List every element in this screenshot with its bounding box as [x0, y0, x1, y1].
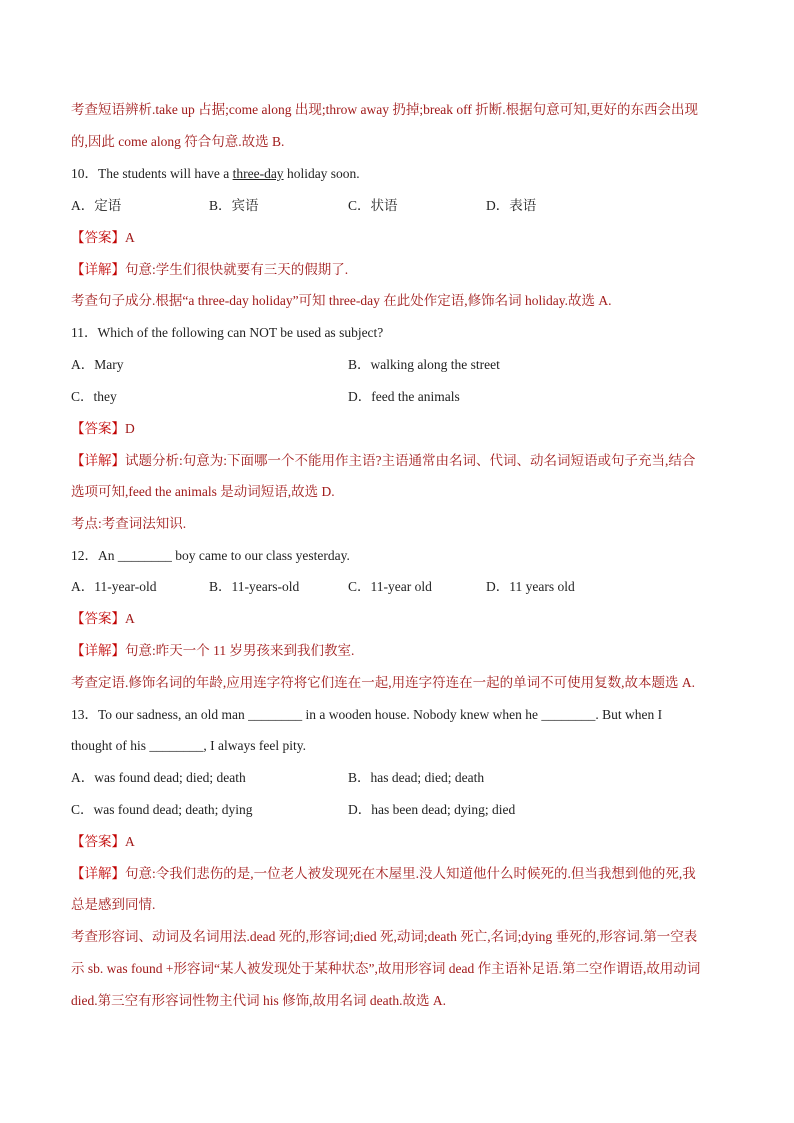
detail-tag: 【详解】 — [71, 262, 125, 277]
q13-option-c: C．was found dead; death; dying — [71, 802, 253, 817]
q10-analysis: 考查句子成分.根据“a three-day holiday”可知 three-day 在此处作定语,修饰名词 holiday.故选 A. — [71, 293, 612, 308]
q12-option-c: C．11-year old — [348, 579, 432, 594]
q10-answer — [71, 228, 726, 248]
stem-text: To our sadness, an old man ________ in a wooden house. Nobody knew when he ________. But when I — [98, 707, 663, 722]
q13-analysis-line-2: 示 sb. was found +形容词“某人被发现处于某种状态”,故用形容词 dead 作主语补足语.第二空作谓语,故用动词 — [71, 961, 701, 976]
q13-option-a: A．was found dead; died; death — [71, 770, 246, 785]
q13-analysis-line-3: died.第三空有形容词性物主代词 his 修饰,故用名词 death.故选 A. — [71, 993, 446, 1008]
detail-text: 句意:学生们很快就要有三天的假期了. — [125, 262, 349, 277]
q12-answer — [71, 609, 726, 629]
stem-text: Which of the following can NOT be used as subject? — [97, 325, 384, 340]
answer-tag: 【答案】 — [71, 834, 125, 849]
answer-tag: 【答案】 — [71, 230, 125, 245]
answer-tag: 【答案】 — [71, 611, 125, 626]
stem-text: The students will have a — [98, 166, 233, 181]
question-13-stem-line-2: thought of his ________, I always feel pity. — [71, 738, 306, 753]
q13-detail-line-1 — [71, 864, 726, 884]
detail-text: 句意:令我们悲伤的是,一位老人被发现死在木屋里.没人知道他什么时候死的.但当我想到他的死,我 — [125, 866, 696, 881]
question-13-stem-line-1 — [71, 705, 726, 725]
stem-text: holiday soon. — [283, 166, 360, 181]
q13-analysis-line-1: 考查形容词、动词及名词用法.dead 死的,形容词;died 死,动词;death 死亡,名词;dying 垂死的,形容词.第一空表 — [71, 929, 698, 944]
answer-value: A — [125, 230, 135, 245]
question-number: 12． — [71, 548, 98, 563]
q9-analysis-line-2: 的,因此 come along 符合句意.故选 B. — [71, 134, 285, 149]
detail-text: 试题分析:句意为:下面哪一个不能用作主语?主语通常由名词、代词、动名词短语或句子充当,结合 — [125, 453, 696, 468]
question-number: 13． — [71, 707, 98, 722]
q10-detail — [71, 260, 726, 280]
answer-value: D — [125, 421, 135, 436]
q12-option-b: B．11-years-old — [209, 579, 300, 594]
question-10-stem — [71, 164, 726, 184]
q12-option-d: D．11 years old — [486, 579, 575, 594]
q12-detail — [71, 641, 726, 661]
q9-analysis-line-1: 考查短语辨析.take up 占据;come along 出现;throw away 扔掉;break off 折断.根据句意可知,更好的东西会出现 — [71, 102, 699, 117]
q12-option-a: A．11-year-old — [71, 579, 157, 594]
question-12-stem — [71, 546, 726, 566]
detail-text: 句意:昨天一个 11 岁男孩来到我们教室. — [125, 643, 355, 658]
q11-option-d: D．feed the animals — [348, 389, 460, 404]
q11-point: 考点:考查词法知识. — [71, 516, 187, 531]
answer-tag: 【答案】 — [71, 421, 125, 436]
question-number: 11． — [71, 325, 98, 340]
q11-option-c: C．they — [71, 389, 117, 404]
q10-option-b: B．宾语 — [209, 198, 259, 213]
q10-option-a: A．定语 — [71, 198, 122, 213]
q13-answer — [71, 832, 726, 852]
q10-option-d: D．表语 — [486, 198, 537, 213]
q13-detail-line-2: 总是感到同情. — [71, 897, 156, 912]
q11-detail-line-2: 选项可知,feed the animals 是动词短语,故选 D. — [71, 484, 335, 499]
answer-value: A — [125, 834, 135, 849]
underlined-phrase: three-day — [232, 166, 284, 181]
answer-value: A — [125, 611, 135, 626]
q12-analysis: 考查定语.修饰名词的年龄,应用连字符将它们连在一起,用连字符连在一起的单词不可使用复数,故本题选 A. — [71, 675, 695, 690]
q11-answer — [71, 419, 726, 439]
q11-option-b: B．walking along the street — [348, 357, 500, 372]
q11-detail-line-1 — [71, 451, 726, 471]
q11-option-a: A．Mary — [71, 357, 124, 372]
question-11-stem — [71, 323, 726, 343]
q13-option-d: D．has been dead; dying; died — [348, 802, 516, 817]
question-number: 10． — [71, 166, 98, 181]
q13-option-b: B．has dead; died; death — [348, 770, 485, 785]
detail-tag: 【详解】 — [71, 643, 125, 658]
stem-text: An ________ boy came to our class yesterday. — [98, 548, 350, 563]
detail-tag: 【详解】 — [71, 453, 125, 468]
q10-option-c: C．状语 — [348, 198, 398, 213]
detail-tag: 【详解】 — [71, 866, 125, 881]
